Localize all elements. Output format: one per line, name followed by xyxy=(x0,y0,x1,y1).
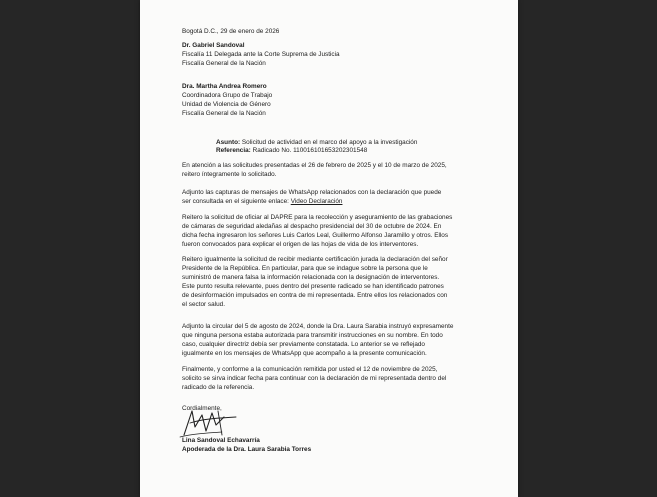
p5-line: igualmente en los mensajes de WhatsApp que acompaño a la presente comunicación. xyxy=(182,350,427,357)
p6-line: Finalmente, y conforme a la comunicación remitida por usted el 12 de noviembre de 2025, xyxy=(182,366,438,373)
p3-line: de cámaras de seguridad aledañas al despacho presidencial del 30 de octubre de 2024. En xyxy=(182,223,442,230)
p3-line: dicha fecha ingresaron los señores Luis Carlos Leal, Guillermo Alfonso Jaramillo y otros. Ellos xyxy=(182,232,449,239)
recipient1-name: Dr. Gabriel Sandoval xyxy=(182,42,245,49)
p6-line: radicado de la referencia. xyxy=(182,384,255,391)
closing: Cordialmente, xyxy=(182,405,222,412)
referencia-label: Referencia: xyxy=(216,147,251,154)
p2-line: Adjunto las capturas de mensajes de WhatsApp relacionados con la declaración que puede xyxy=(182,189,442,196)
date-line: Bogotá D.C., 29 de enero de 2026 xyxy=(182,28,280,35)
referencia-text: Radicado No. 110016101653202301548 xyxy=(252,147,368,154)
p4-line: Este punto resulta relevante, pues dentro del presente radicado se han identificado patrones xyxy=(182,283,444,290)
recipient2-name: Dra. Martha Andrea Romero xyxy=(182,83,267,90)
video-declaracion-link[interactable]: Video Declaración xyxy=(290,198,343,205)
recipient2-line2: Coordinadora Grupo de Trabajo xyxy=(182,92,273,99)
handwritten-signature xyxy=(162,405,242,439)
p5-line: que ninguna persona estaba autorizada para transmitir instrucciones en su nombre. En todo xyxy=(182,332,443,339)
subject-referencia xyxy=(216,147,508,156)
letter-page xyxy=(140,0,518,497)
recipient2-line3: Unidad de Violencia de Género xyxy=(182,101,271,108)
p4-line: suministró de manera falsa la información relacionada con la designación de interventores. xyxy=(182,274,440,281)
p2-line-text: ser consultada en el siguiente enlace: xyxy=(182,198,289,205)
signer-title: Apoderada de la Dra. Laura Sarabia Torres xyxy=(182,446,312,453)
p4-line: de desinformación impulsados en contra de mi representada. Entre ellos los relacionados con xyxy=(182,292,448,299)
recipient1-line2: Fiscalía 11 Delegada ante la Corte Suprema de Justicia xyxy=(182,51,340,58)
p6-line: solicito se sirva indicar fecha para continuar con la declaración de mi representada dentro del xyxy=(182,375,447,382)
p3-line: fueron convocados para explicar el origen de las hojas de vida de los interventores. xyxy=(182,241,419,248)
p5-line: caso, cualquier directriz debía ser previamente constatada. Lo anterior se ve reflejado xyxy=(182,341,425,348)
p2-line xyxy=(182,198,508,207)
asunto-text: Solicitud de actividad en el marco del apoyo a la investigación xyxy=(241,139,418,146)
asunto-label: Asunto: xyxy=(216,139,241,146)
p3-line: Reitero la solicitud de oficiar al DAPRE para la recolección y aseguramiento de las grabaciones xyxy=(182,214,453,221)
recipient2-line4: Fiscalía General de la Nación xyxy=(182,110,266,117)
p4-line: Presidente de la República. En particular, para que se indague sobre la persona que le xyxy=(182,265,428,272)
recipient1-line3: Fiscalía General de la Nación xyxy=(182,60,266,67)
signer-name: Lina Sandoval Echavarría xyxy=(182,437,260,444)
p1-line: En atención a las solicitudes presentadas el 26 de febrero de 2025 y el 10 de marzo de 2025, xyxy=(182,162,447,169)
p5-line: Adjunto la circular del 5 de agosto de 2024, donde la Dra. Laura Sarabia instruyó expresamente xyxy=(182,323,454,330)
p4-line: Reitero igualmente la solicitud de recibir mediante certificación jurada la declaración del señor xyxy=(182,256,448,263)
p1-line: reitero íntegramente lo solicitado. xyxy=(182,171,277,178)
p4-line: el sector salud. xyxy=(182,301,225,308)
